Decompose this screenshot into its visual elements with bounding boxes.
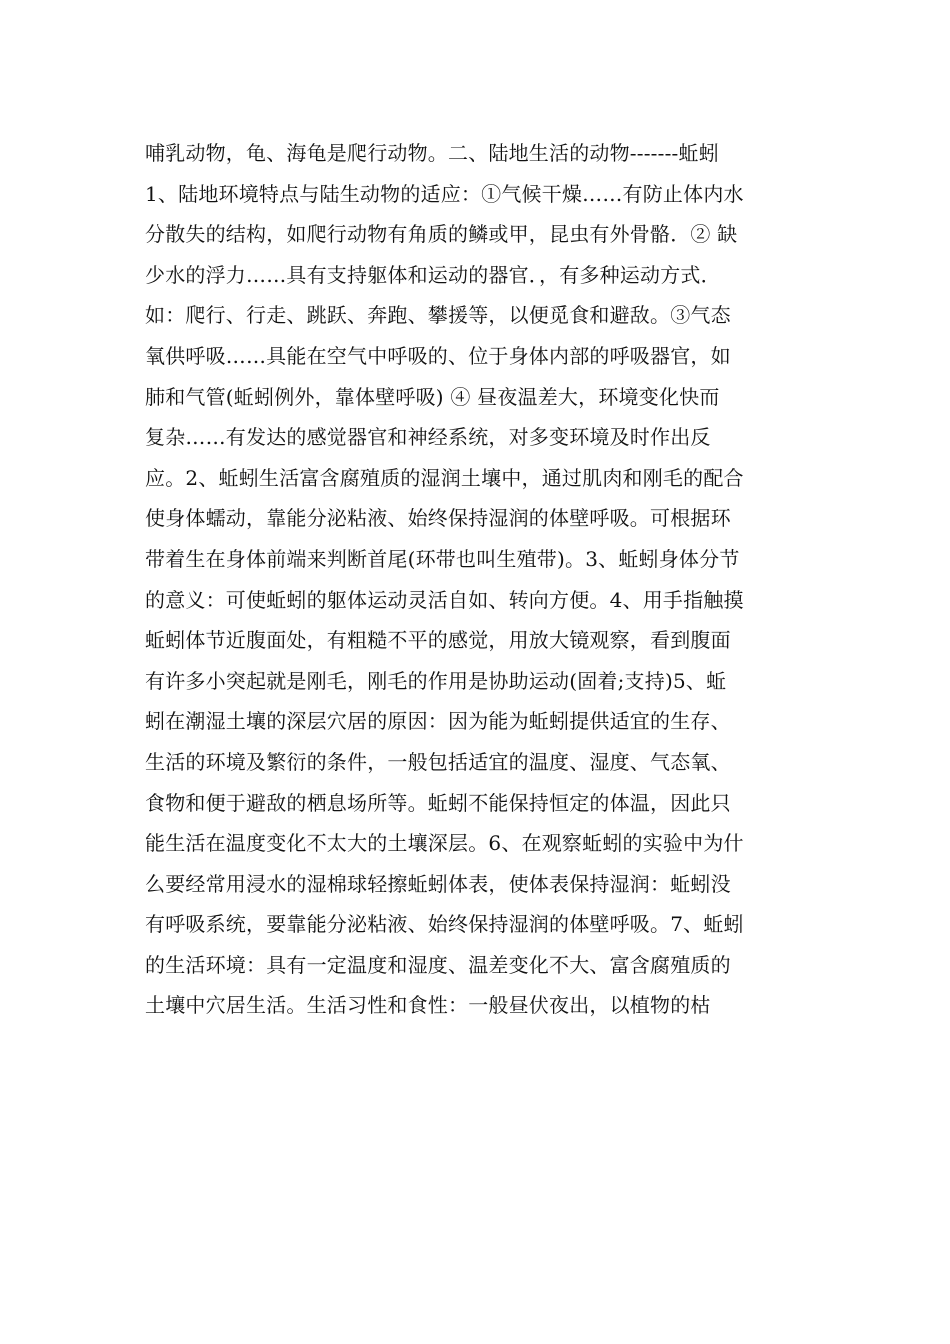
text-line: 分散失的结构，如爬行动物有角质的鳞或甲，昆虫有外骨骼．② 缺 — [145, 222, 738, 247]
text-line: 食物和便于避敌的栖息场所等。蚯蚓不能保持恒定的体温，因此只 — [145, 790, 731, 815]
text-line: 应。2、蚯蚓生活富含腐殖质的湿润土壤中，通过肌肉和刚毛的配合 — [145, 465, 744, 490]
text-line: 如：爬行、行走、跳跃、奔跑、攀援等，以便觅食和避敌。③气态 — [145, 303, 731, 328]
text-line: 带着生在身体前端来判断首尾(环带也叫生殖带)。3、蚯蚓身体分节 — [145, 546, 740, 571]
text-line: 肺和气管(蚯蚓例外，靠体壁呼吸) ④ 昼夜温差大，环境变化快而 — [145, 384, 720, 409]
text-line: 使身体蠕动，靠能分泌粘液、始终保持湿润的体壁呼吸。可根据环 — [145, 506, 731, 531]
text-line: 蚓在潮湿土壤的深层穴居的原因：因为能为蚯蚓提供适宜的生存、 — [145, 709, 731, 734]
body-text — [145, 133, 815, 1026]
text-line: 的生活环境：具有一定温度和湿度、温差变化不大、富含腐殖质的 — [145, 952, 731, 977]
text-line: 复杂……有发达的感觉器官和神经系统，对多变环境及时作出反 — [145, 425, 711, 450]
text-line: 有呼吸系统，要靠能分泌粘液、始终保持湿润的体壁呼吸。7、蚯蚓 — [145, 912, 744, 937]
text-line: 生活的环境及繁衍的条件，一般包括适宜的温度、湿度、气态氧、 — [145, 749, 731, 774]
text-line: 1、陆地环境特点与陆生动物的适应：①气候干燥……有防止体内水 — [145, 181, 744, 206]
text-line: 氧供呼吸……具能在空气中呼吸的、位于身体内部的呼吸器官，如 — [145, 343, 731, 368]
text-line: 有许多小突起就是刚毛，刚毛的作用是协助运动(固着;支持)5、蚯 — [145, 668, 727, 693]
text-line: 少水的浮力……具有支持躯体和运动的器官．，有多种运动方式． — [145, 262, 721, 287]
text-line: 的意义：可使蚯蚓的躯体运动灵活自如、转向方便。4、用手指触摸 — [145, 587, 744, 612]
text-line: 哺乳动物，龟、海龟是爬行动物。二、陆地生活的动物-------蚯蚓 — [145, 141, 719, 165]
text-line: 蚯蚓体节近腹面处，有粗糙不平的感觉，用放大镜观察，看到腹面 — [145, 628, 731, 653]
text-line: 土壤中穴居生活。生活习性和食性：一般昼伏夜出，以植物的枯 — [145, 993, 711, 1018]
text-line: 能生活在温度变化不太大的土壤深层。6、在观察蚯蚓的实验中为什 — [145, 831, 744, 856]
text-line: 么要经常用浸水的湿棉球轻擦蚯蚓体表，使体表保持湿润：蚯蚓没 — [145, 871, 731, 896]
